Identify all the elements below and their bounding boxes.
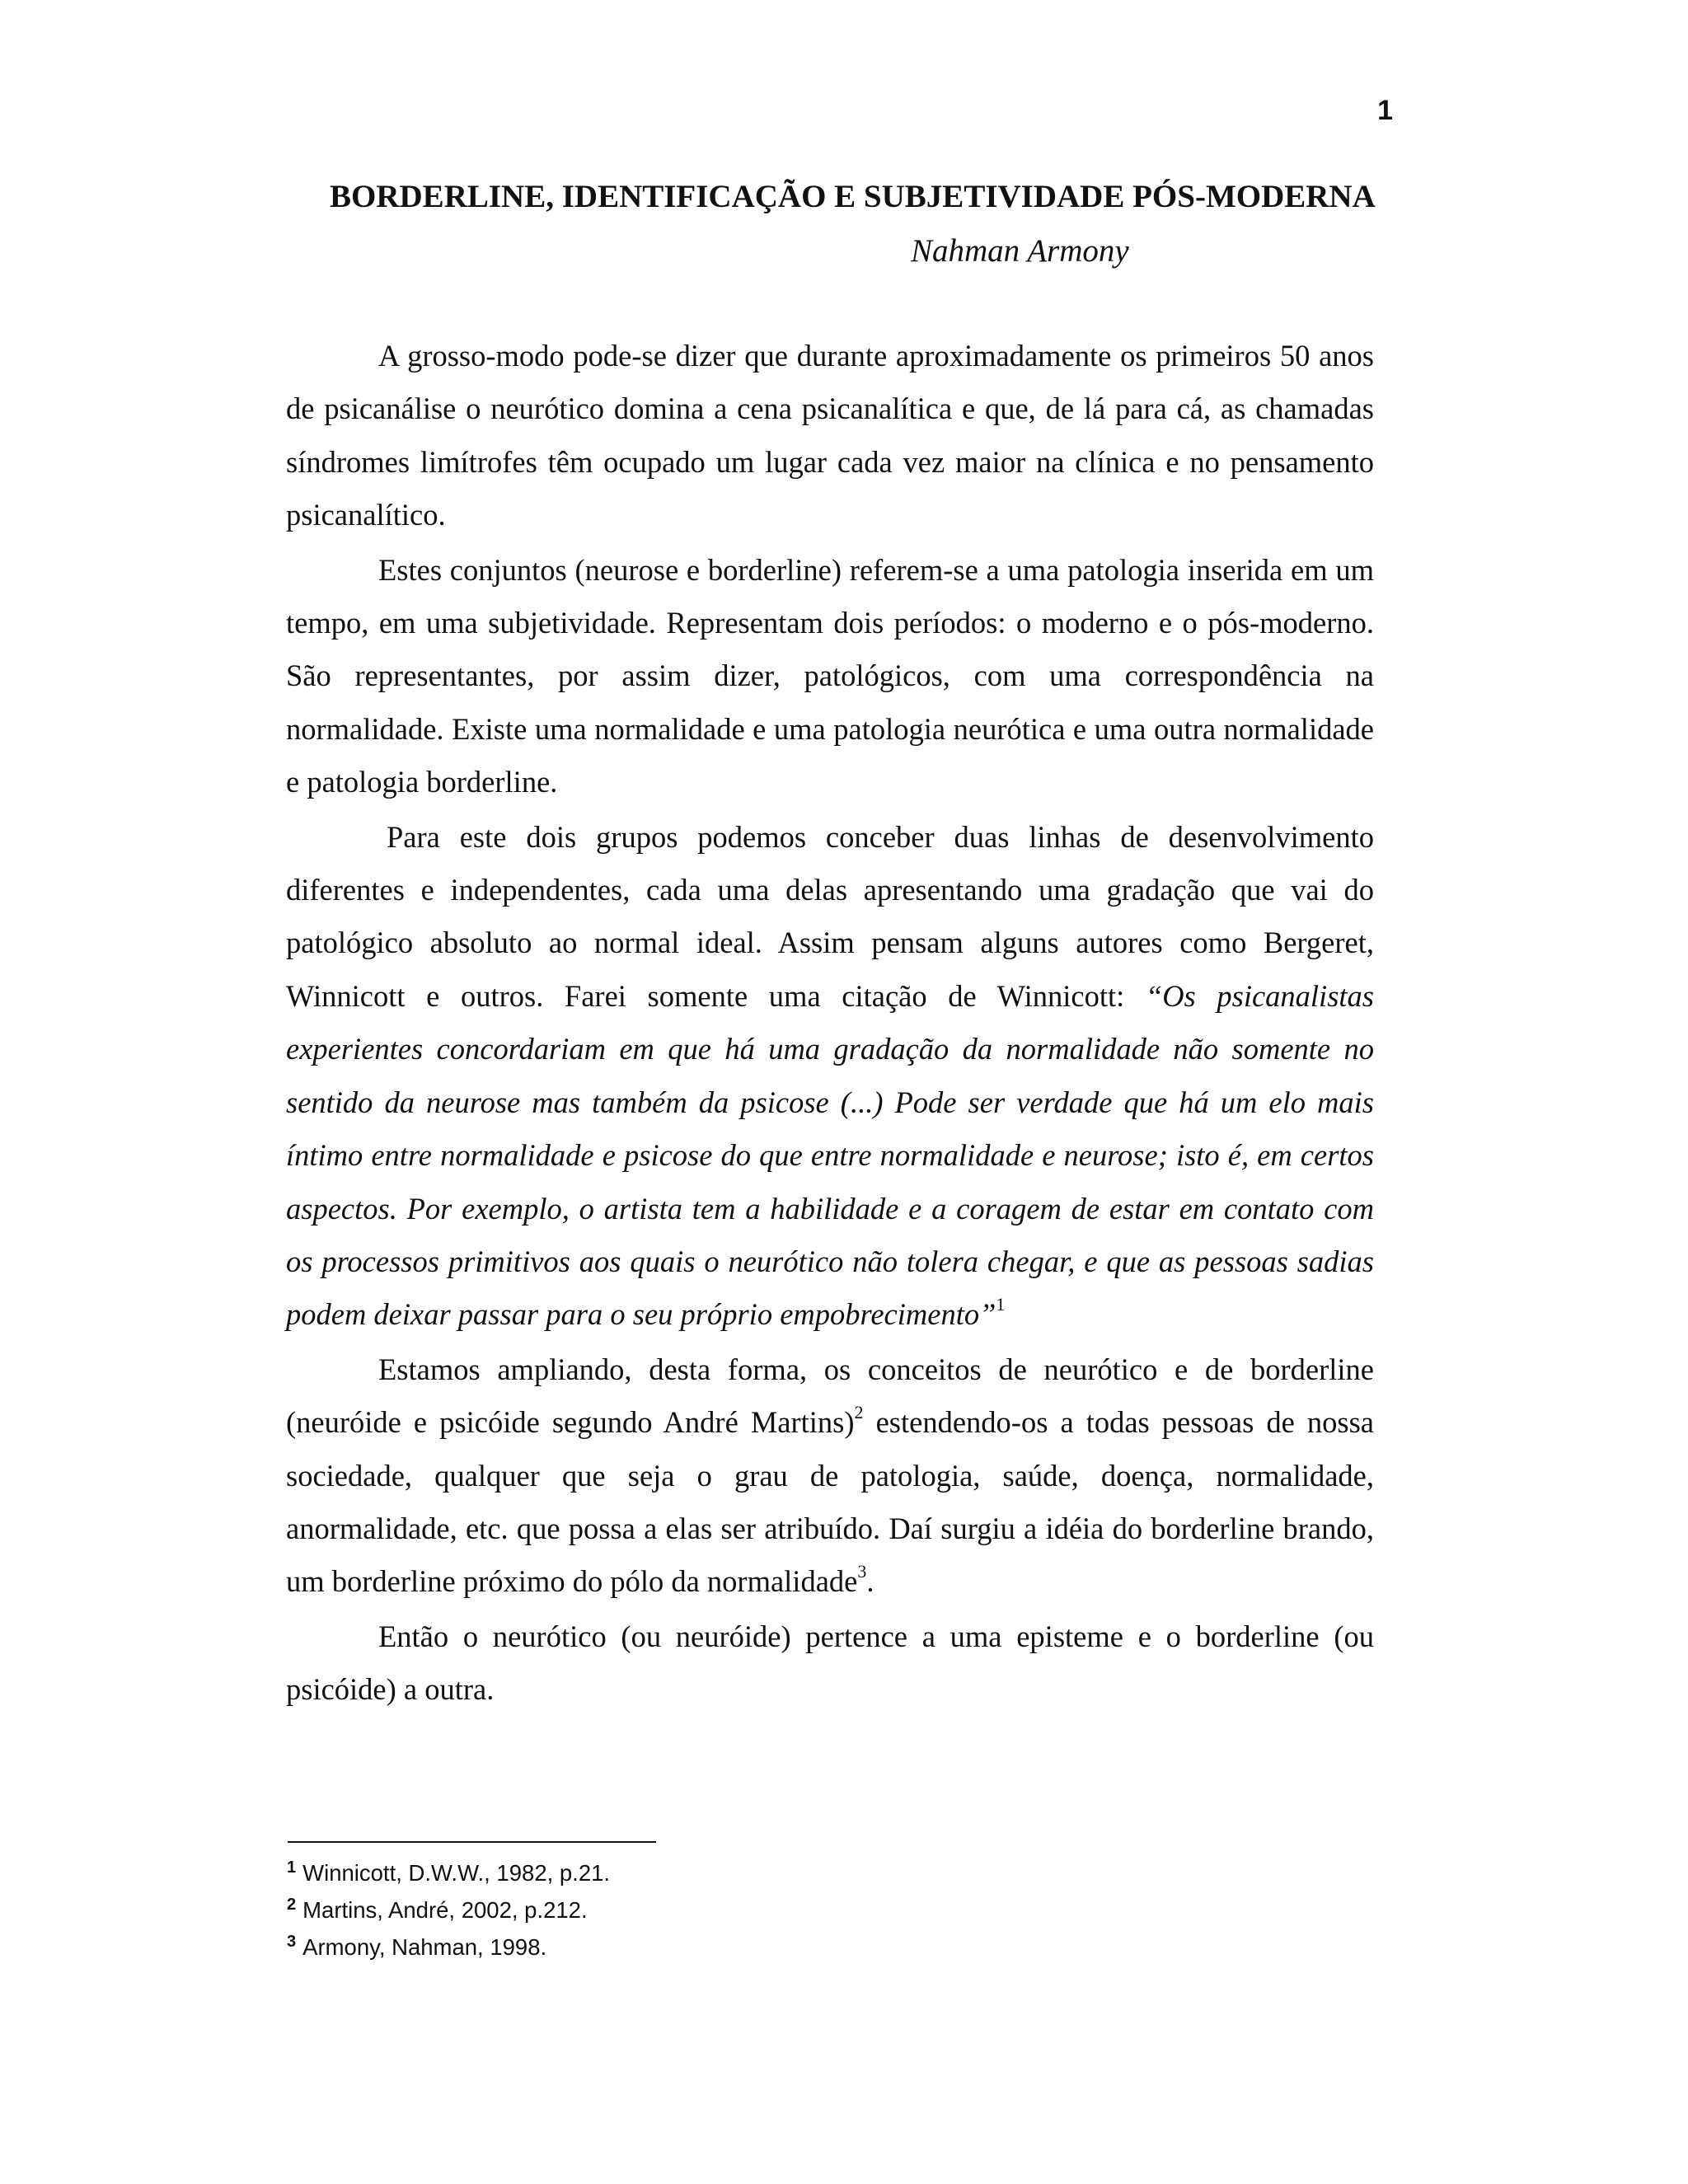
footnote-ref-3[interactable]: 3 [857,1561,867,1582]
footnote-text: Armony, Nahman, 1998. [302,1934,547,1960]
footnote-mark: 1 [287,1858,297,1877]
paragraph-4-text-b: estendendo-os a todas pessoas de nossa sociedade, qualquer que seja o grau de patologia, saúde, doença, normalidade, anormalidade, etc. que possa a elas ser atribuído. Daí surgiu a idéia do borderline brando, um borderline próximo do pólo da normalidade [286,1405,1374,1599]
winnicott-quote: “Os psicanalistas experientes concordariam em que há uma gradação da normalidade não somente no sentido da neurose mas também da psicose (...) Pode ser verdade que há um elo mais íntimo entre normalidade e psicose do que entre normalidade e neurose; isto é, em certos aspectos. Por exemplo, o artista tem a habilidade e a coragem de estar em contato com os processos primitivos aos quais o neurótico não tolera chegar, e que as pessoas sadias podem deixar passar para o seu próprio empobrecimento” [286,978,1374,1332]
footnote-text: Winnicott, D.W.W., 1982, p.21. [302,1860,611,1886]
paragraph-5: Então o neurótico (ou neuróide) pertence a uma episteme e o borderline (ou psicóide) a outra. [286,1619,1374,1707]
paragraph-3-text: Para este dois grupos podemos conceber duas linhas de desenvolvimento diferentes e independentes, cada uma delas apresentando uma gradação que vai do patológico absoluto ao normal ideal. Assim pensam alguns autores como Bergeret, Winnicott e outros. Farei somente uma citação de Winnicott: [286,819,1374,1013]
footnote-mark: 3 [287,1933,297,1951]
document-title: BORDERLINE, IDENTIFICAÇÃO E SUBJETIVIDADE PÓS-MODERNA [330,179,1376,214]
paragraph-1: A grosso-modo pode-se dizer que durante aproximadamente os primeiros 50 anos de psicanálise o neurótico domina a cena psicanalítica e que, de lá para cá, as chamadas síndromes limítrofes têm ocupado um lugar cada vez maior na clínica e no pensamento psicanalítico. [286,339,1374,532]
footnote-mark: 2 [287,1896,297,1914]
footnote-text: Martins, André, 2002, p.212. [302,1897,588,1923]
author-name: Nahman Armony [911,233,1129,269]
footnotes [287,1858,1276,1969]
paragraph-4 [286,1343,1374,1609]
footnote-2 [287,1895,1276,1929]
footnote-separator [288,1841,656,1843]
footnote-ref-2[interactable]: 2 [854,1401,864,1422]
paragraph-4-end: . [866,1564,874,1599]
footnote-3 [287,1932,1276,1966]
footnote-1 [287,1858,1276,1891]
body-text [286,330,1374,1718]
paragraph-2: Estes conjuntos (neurose e borderline) referem-se a uma patologia inserida em um tempo, em uma subjetividade. Representam dois períodos: o moderno e o pós-moderno. São representantes, por assim dizer, patológicos, com uma correspondência na normalidade. Existe uma normalidade e uma patologia neurótica e uma outra normalidade e patologia borderline. [286,552,1374,799]
footnote-ref-1[interactable]: 1 [996,1294,1006,1315]
paragraph-3 [286,811,1374,1342]
paragraph-4-text-a: Estamos ampliando, desta forma, os conceitos de neurótico e de borderline (neuróide e psicóide segundo André Martins) [286,1352,1374,1440]
page-number: 1 [1377,95,1393,126]
